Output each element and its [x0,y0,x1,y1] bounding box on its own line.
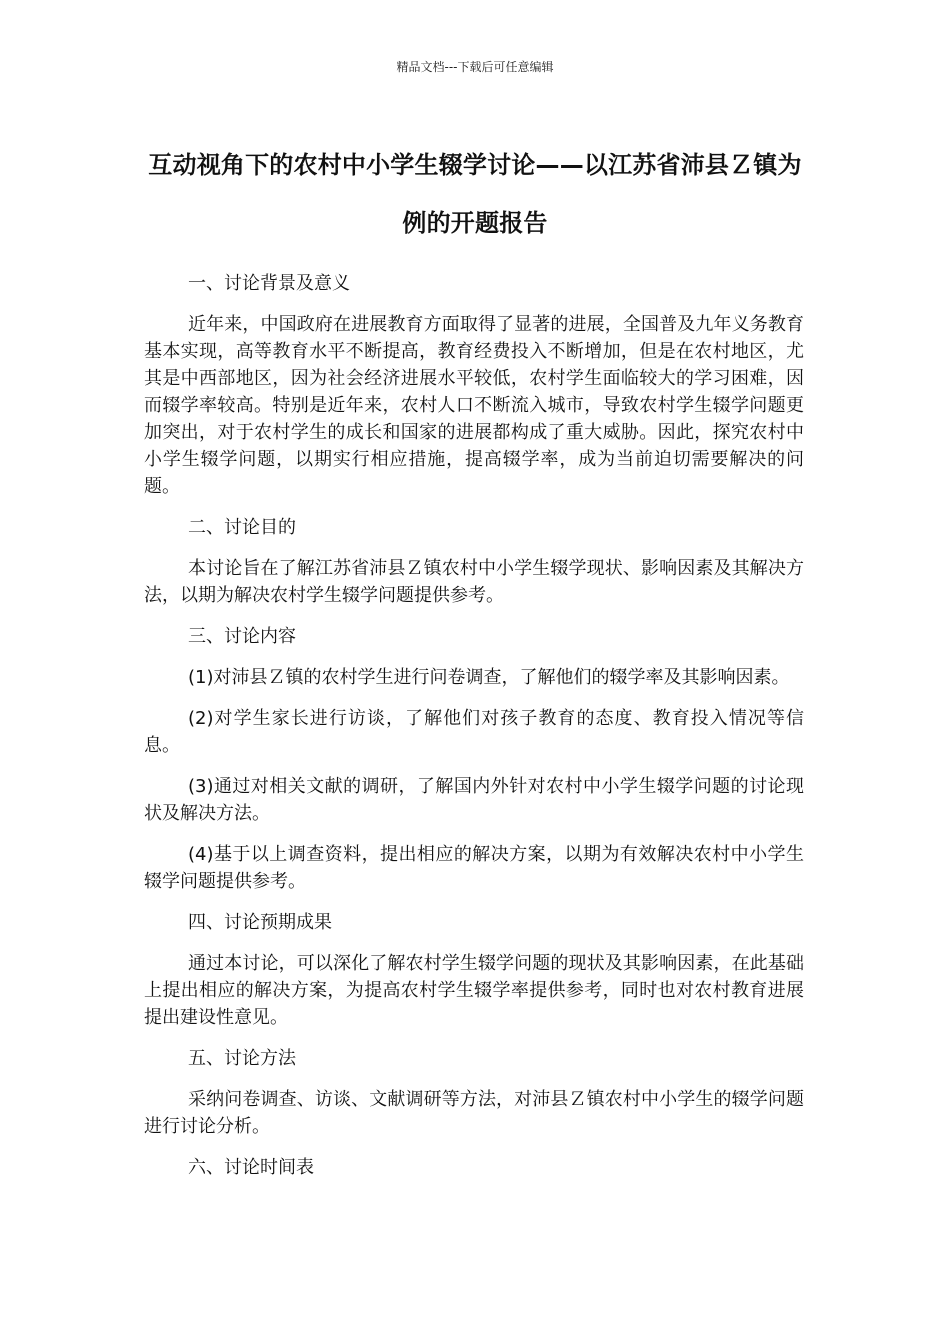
section-heading-methods: 五、讨论方法 [188,1048,296,1069]
section-heading-outcomes: 四、讨论预期成果 [188,912,332,933]
section-heading-timeline: 六、讨论时间表 [188,1157,314,1178]
paragraph-methods: 采纳问卷调查、访谈、文献调研等方法，对沛县Ｚ镇农村中小学生的辍学问题进行讨论分析。 [144,1089,804,1137]
paragraph-content-2: (2)对学生家长进行访谈，了解他们对孩子教育的态度、教育投入情况等信息。 [144,708,804,756]
document-title: 互动视角下的农村中小学生辍学讨论——以江苏省沛县Ｚ镇为例的开题报告 [148,151,802,237]
paragraph-content-3: (3)通过对相关文献的调研，了解国内外针对农村中小学生辍学问题的讨论现状及解决方法。 [144,776,804,824]
section-heading-purpose: 二、讨论目的 [188,517,296,538]
paragraph-outcomes: 通过本讨论，可以深化了解农村学生辍学问题的现状及其影响因素，在此基础上提出相应的解决方案，为提高农村学生辍学率提供参考，同时也对农村教育进展提出建设性意见。 [144,953,804,1028]
section-heading-content: 三、讨论内容 [188,626,296,647]
section-heading-background: 一、讨论背景及意义 [188,273,350,294]
paragraph-content-4: (4)基于以上调查资料，提出相应的解决方案，以期为有效解决农村中小学生辍学问题提供参考。 [144,844,804,892]
paragraph-purpose: 本讨论旨在了解江苏省沛县Ｚ镇农村中小学生辍学现状、影响因素及其解决方法，以期为解决农村学生辍学问题提供参考。 [144,558,804,606]
header-note: 精品文档---下载后可任意编辑 [396,60,554,74]
paragraph-background: 近年来，中国政府在进展教育方面取得了显著的进展，全国普及九年义务教育基本实现，高等教育水平不断提高，教育经费投入不断增加，但是在农村地区，尤其是中西部地区，因为社会经济进展水平较低，农村学生面临较大的学习困难，因而辍学率较高。特别是近年来，农村人口不断流入城市，导致农村学生辍学问题更加突出，对于农村学生的成长和国家的进展都构成了重大威胁。因此，探究农村中小学生辍学问题，以期实行相应措施，提高辍学率，成为当前迫切需要解决的问题。 [144,314,804,497]
paragraph-content-1: (1)对沛县Ｚ镇的农村学生进行问卷调查，了解他们的辍学率及其影响因素。 [188,667,790,688]
document-body [144,270,804,1195]
